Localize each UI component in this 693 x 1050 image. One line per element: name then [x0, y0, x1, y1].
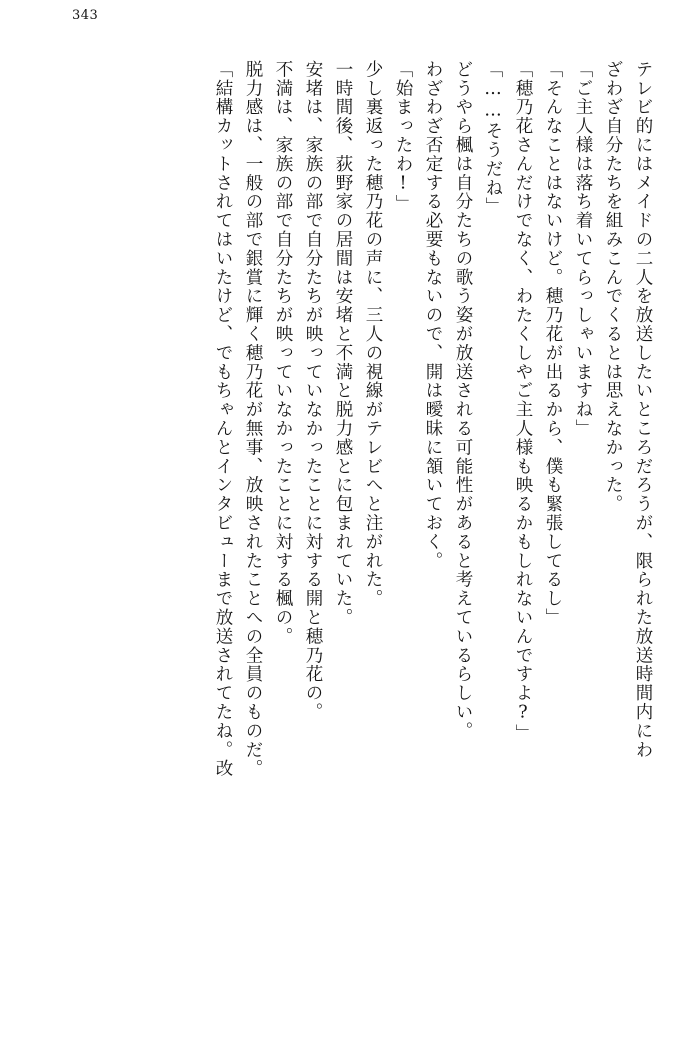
text-column: 脱力感は、一般の部で銀賞に輝く穂乃花が無事、放映されたことへの全員のものだ。 — [243, 60, 263, 779]
text-column: 「結構カットされてはいたけど、でもちゃんとインタビューまで放送されてたね。改 — [213, 60, 233, 779]
text-column: テレビ的にはメイドの二人を放送したいところだろうが、限られた放送時間内にわ — [633, 60, 653, 760]
text-column: 少し裏返った穂乃花の声に、三人の視線がテレビへと注がれた。 — [363, 60, 383, 609]
text-column: 一時間後、荻野家の居間は安堵と不満と脱力感とに包まれていた。 — [333, 60, 353, 627]
text-column: ざわざ自分たちを組みこんでくるとは思えなかった。 — [603, 60, 623, 514]
text-column: 「始まったわ!」 — [393, 60, 413, 214]
text-column: 不満は、家族の部で自分たちが映っていなかったことに対する楓の。 — [273, 60, 293, 646]
text-column: 「……そうだね」 — [483, 60, 503, 217]
text-column: 「穂乃花さんだけでなく、わたくしやご主人様も映るかもしれないんですよ?」 — [513, 60, 533, 743]
vertical-text-body — [36, 60, 651, 990]
text-column: 「そんなことはないけど。穂乃花が出るから、僕も緊張してるし」 — [543, 60, 563, 627]
text-column: どうやら楓は自分たちの歌う姿が放送される可能性があると考えているらしい。 — [453, 60, 473, 741]
text-column: 「ご主人様は落ち着いてらっしゃいますね」 — [573, 60, 593, 438]
page-number: 343 — [72, 8, 99, 23]
text-column: 安堵は、家族の部で自分たちが映っていなかったことに対する開と穂乃花の。 — [303, 60, 323, 722]
text-column: わざわざ否定する必要もないので、開は曖昧に頷いておく。 — [423, 60, 443, 571]
